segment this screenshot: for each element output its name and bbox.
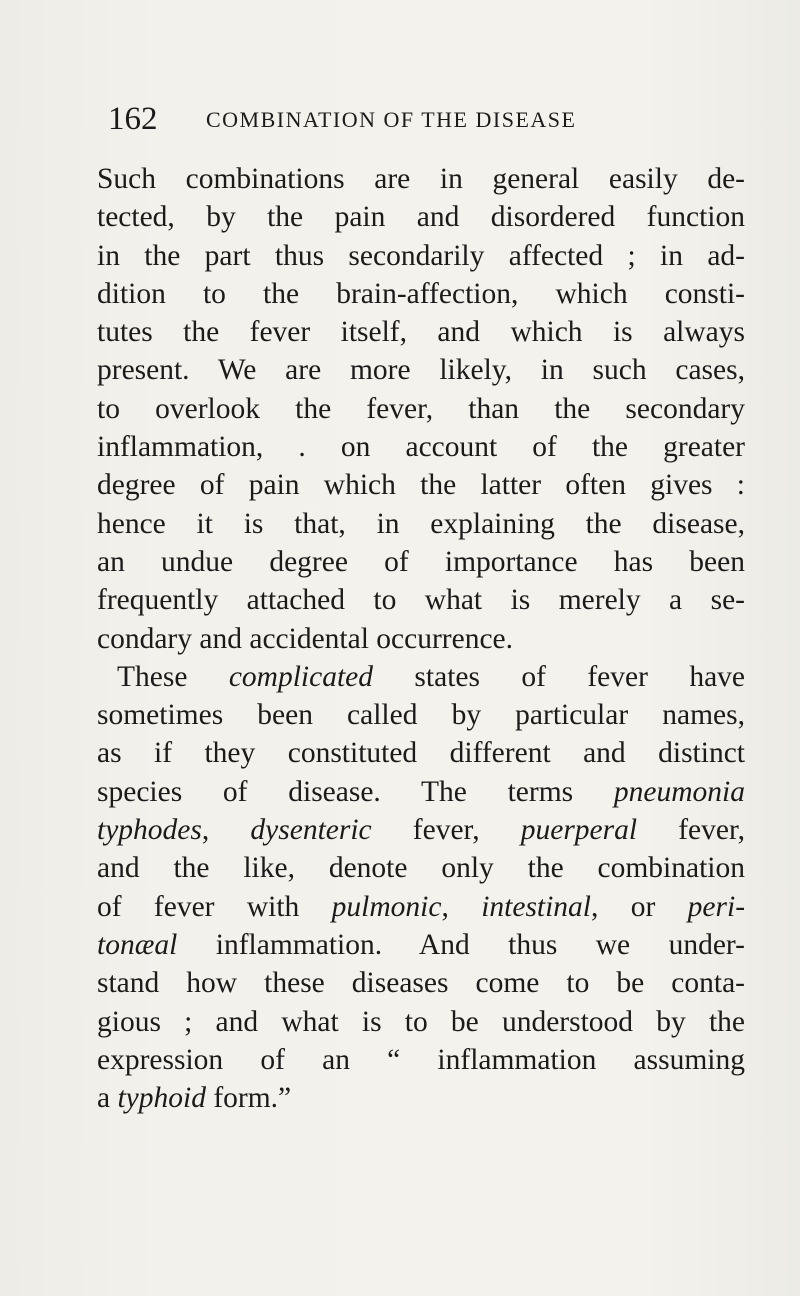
text-run: These [117, 660, 229, 693]
text-run: , [441, 890, 482, 923]
text-line: tutes the fever itself, and which is always [97, 316, 745, 349]
text-line: hence it is that, in explaining the disease, [97, 507, 745, 540]
italic-text: intestinal [481, 890, 592, 923]
text-line: and the like, denote only the combination [97, 852, 745, 885]
text-line [97, 888, 745, 926]
text-line: as if they constituted different and distinct [97, 737, 745, 770]
text-line: degree of pain which the latter often gives : [97, 469, 745, 502]
text-line: dition to the brain-affection, which consti- [97, 277, 745, 310]
text-line: an undue degree of importance has been [97, 545, 745, 578]
italic-text: typhoid [117, 1082, 206, 1115]
text-line: tected, by the pain and disordered function [97, 201, 745, 234]
text-run: , [201, 814, 251, 847]
italic-text: dysenteric [250, 814, 372, 847]
text-line: in the part thus secondarily affected ; in ad- [97, 239, 745, 272]
page-header [108, 94, 768, 144]
text-line: expression of an “ inflammation assuming [97, 1043, 745, 1076]
text-run: a [97, 1082, 118, 1115]
text-line: gious ; and what is to be understood by the [97, 1005, 745, 1038]
body-text [97, 160, 745, 1117]
text-line: stand how these diseases come to be conta- [97, 967, 745, 1000]
text-line: sometimes been called by particular names, [97, 699, 745, 732]
italic-text: tonæal [97, 928, 178, 961]
page-number: 162 [108, 101, 158, 137]
text-line [97, 1079, 745, 1117]
italic-text: typhodes [97, 814, 202, 847]
text-line [97, 811, 745, 849]
italic-text: peri- [687, 890, 746, 923]
text-line: present. We are more likely, in such cases, [97, 354, 745, 387]
text-run: fever, [371, 814, 521, 847]
text-line: to overlook the fever, than the secondary [97, 392, 745, 425]
italic-text: complicated [228, 660, 374, 693]
italic-text: pulmonic [331, 890, 442, 923]
text-line [97, 926, 745, 964]
text-line: Such combinations are in general easily de- [97, 163, 745, 195]
text-line [97, 658, 745, 696]
text-run: , or [591, 890, 688, 923]
italic-text: pneumonia [613, 775, 745, 808]
text-run: states of fever have [373, 660, 746, 693]
text-run: inflammation. And thus we under- [177, 928, 745, 961]
text-line: frequently attached to what is merely a se- [97, 584, 745, 617]
running-head: COMBINATION OF THE DISEASE [206, 107, 577, 132]
text-run: fever, [637, 814, 746, 847]
text-line [97, 773, 745, 811]
text-run: form.” [205, 1082, 292, 1115]
italic-text: puerperal [520, 814, 638, 847]
text-run: species of disease. The terms [97, 775, 614, 808]
text-run: of fever with [97, 890, 332, 923]
text-line: condary and accidental occurrence. [97, 622, 514, 655]
text-line: inflammation, . on account of the greater [97, 431, 745, 464]
